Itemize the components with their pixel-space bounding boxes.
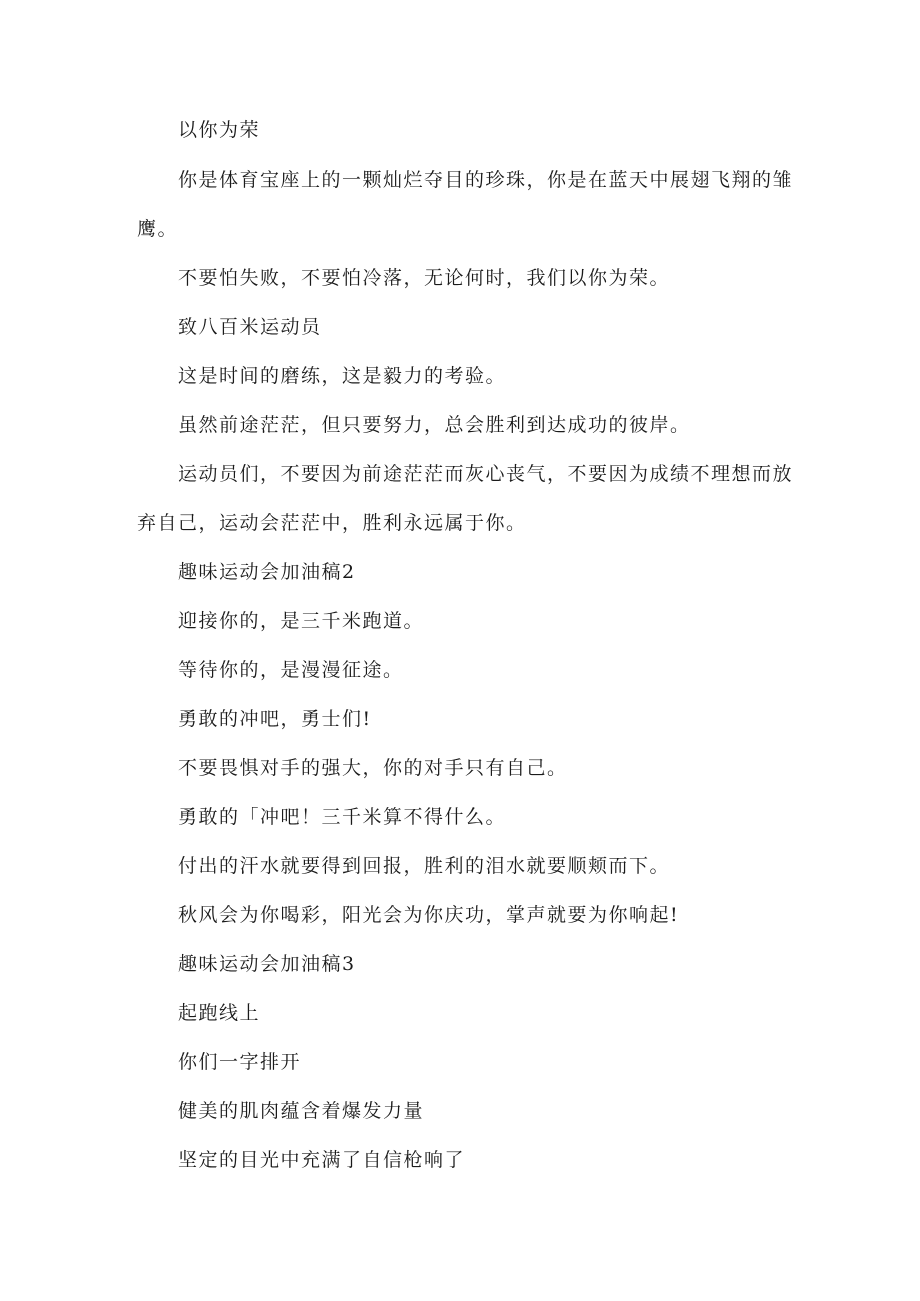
- paragraph-line: 虽然前途茫茫，但只要努力，总会胜利到达成功的彼岸。: [178, 414, 691, 436]
- section-heading: 趣味运动会加油稿2: [178, 561, 356, 583]
- paragraph-line: 勇敢的「冲吧！三千米算不得什么。: [178, 806, 507, 828]
- paragraph-line: 勇敢的冲吧，勇士们!: [178, 708, 372, 730]
- paragraph-line: 起跑线上: [178, 1002, 261, 1024]
- paragraph-line: 这是时间的磨练，这是毅力的考验。: [178, 365, 507, 387]
- section-heading: 以你为荣: [178, 119, 261, 141]
- paragraph-line: 鹰。: [137, 218, 179, 240]
- paragraph-line: 你们一字排开: [178, 1051, 302, 1073]
- paragraph-line: 不要畏惧对手的强大，你的对手只有自己。: [178, 757, 568, 779]
- paragraph-line: 付出的汗水就要得到回报，胜利的泪水就要顺颊而下。: [178, 855, 671, 877]
- paragraph-line: 迎接你的，是三千米跑道。: [178, 610, 425, 632]
- paragraph-line: 等待你的，是漫漫征途。: [178, 659, 404, 681]
- paragraph-line: 弃自己，运动会茫茫中，胜利永远属于你。: [137, 512, 527, 534]
- paragraph-line: 运动员们，不要因为前途茫茫而灰心丧气，不要因为成绩不理想而放: [178, 463, 794, 485]
- section-heading: 趣味运动会加油稿3: [178, 953, 356, 975]
- section-heading: 致八百米运动员: [178, 316, 322, 338]
- paragraph-line: 坚定的目光中充满了自信枪响了: [178, 1149, 466, 1171]
- paragraph-line: 秋风会为你喝彩，阳光会为你庆功，掌声就要为你响起!: [178, 904, 680, 926]
- paragraph-line: 不要怕失败，不要怕冷落，无论何时，我们以你为荣。: [178, 267, 671, 289]
- paragraph-line: 你是体育宝座上的一颗灿烂夺目的珍珠，你是在蓝天中展翅飞翔的雏: [178, 169, 794, 191]
- paragraph-line: 健美的肌肉蕴含着爆发力量: [178, 1100, 425, 1122]
